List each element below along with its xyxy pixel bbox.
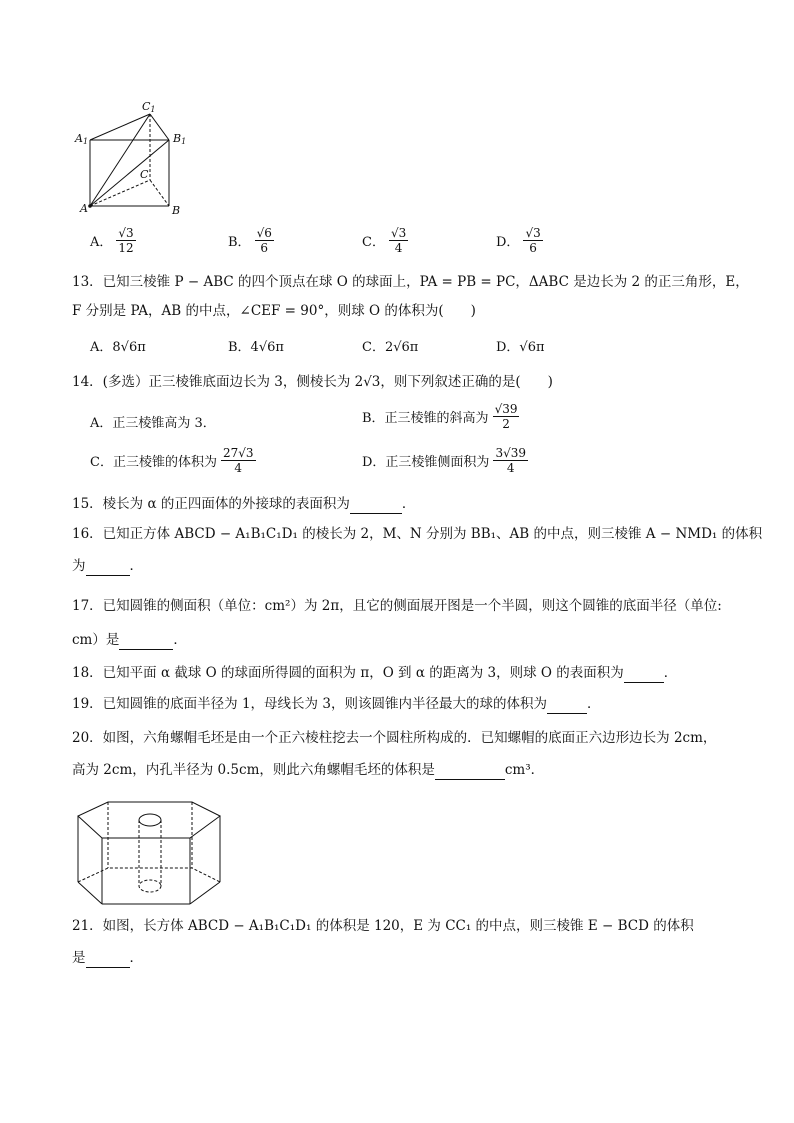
q20-answer-blank[interactable]	[435, 765, 505, 780]
q18-line: 18．已知平面 α 截球 O 的球面所得圆的面积为 π，O 到 α 的距离为 3，则球 O 的表面积为 ．	[72, 665, 678, 681]
q20-line1: 20．如图，六角螺帽毛坯是由一个正六棱柱挖去一个圆柱所构成的．已知螺帽的底面正六边形边长为 2cm，	[72, 730, 717, 746]
bottom-right-edge	[190, 882, 220, 904]
q15-answer-blank[interactable]	[350, 499, 402, 514]
q16-line2: 为 ．	[72, 558, 143, 574]
q17-answer-blank[interactable]	[119, 635, 173, 650]
bottom-left-edge	[78, 882, 102, 904]
label-A: A	[80, 202, 88, 215]
q17-line1: 17．已知圆锥的侧面积（单位：cm²）为 2π，且它的侧面展开图是一个半圆，则这个圆锥的底面半径（单位:	[72, 598, 722, 614]
q13-option-d[interactable]: D．√6π	[496, 340, 545, 355]
q12-options	[90, 226, 710, 262]
edge-C-B-hidden	[150, 180, 169, 206]
q15-line: 15．棱长为 α 的正四面体的外接球的表面积为 ．	[72, 496, 416, 512]
q14-option-c[interactable]: C．正三棱锥的体积为 $\frac{27√3}{4}$	[90, 446, 254, 475]
label-A1: A1	[75, 132, 89, 146]
q21-answer-blank[interactable]	[86, 953, 130, 968]
hex-nut-figure	[74, 798, 226, 906]
q16-answer-blank[interactable]	[86, 561, 130, 576]
q14-option-d[interactable]: D．正三棱锥侧面积为 $\frac{3√39}{4}$	[362, 446, 526, 475]
q13-line2: F 分别是 PA，AB 的中点，∠CEF = 90°，则球 O 的体积为( )	[72, 303, 476, 319]
q17-line2: cm）是 ．	[72, 632, 187, 648]
hex-top-face	[78, 802, 220, 838]
label-C1: C1	[142, 100, 156, 114]
label-C: C	[140, 168, 149, 181]
label-B: B	[172, 204, 181, 217]
q14-option-a[interactable]: A．正三棱锥高为 3．	[90, 416, 216, 431]
q13-line1: 13．已知三棱锥 P − ABC 的四个顶点在球 O 的球面上，PA = PB = PC，ΔABC 是边长为 2 的正三角形，E，	[72, 274, 749, 290]
q21-line2: 是 ．	[72, 950, 143, 966]
prism-figure	[72, 98, 192, 218]
hole-top-ellipse	[139, 814, 161, 826]
q21-line1: 21．如图，长方体 ABCD − A₁B₁C₁D₁ 的体积是 120，E 为 CC₁ 的中点，则三棱锥 E − BCD 的体积	[72, 918, 694, 934]
q14-option-b[interactable]: B．正三棱锥的斜高为 $\frac{√39}{2}$	[362, 402, 518, 431]
q12-option-c[interactable]: C． $\frac{√3}{4}$	[362, 226, 407, 255]
q16-line1: 16．已知正方体 ABCD − A₁B₁C₁D₁ 的棱长为 2，M、N 分别为 BB₁、AB 的中点，则三棱锥 A − NMD₁ 的体积	[72, 526, 763, 542]
q18-answer-blank[interactable]	[624, 668, 664, 683]
edge-A-C1	[90, 114, 150, 206]
q14-options-row1	[90, 402, 710, 442]
q19-answer-blank[interactable]	[547, 699, 587, 714]
q20-line2: 高为 2cm，内孔半径为 0.5cm，则此六角螺帽毛坯的体积是 cm³．	[72, 762, 545, 778]
label-B1: B1	[173, 132, 187, 146]
q12-option-a[interactable]: A． $\frac{√3}{12}$	[90, 226, 134, 255]
q13-options	[90, 336, 710, 356]
edge-A-B1	[90, 140, 169, 206]
q19-line: 19．已知圆锥的底面半径为 1，母线长为 3，则该圆锥内半径最大的球的体积为 ．	[72, 696, 601, 712]
q12-option-d[interactable]: D． $\frac{√3}{6}$	[496, 226, 541, 255]
q13-option-b[interactable]: B．4√6π	[228, 340, 284, 355]
hex-bottom-hidden	[78, 868, 220, 882]
q13-option-a[interactable]: A．8√6π	[90, 340, 146, 355]
edge-C1-B1	[150, 114, 169, 140]
q14-options-row2	[90, 446, 710, 486]
q13-option-c[interactable]: C．2√6π	[362, 340, 419, 355]
hole-bottom-hidden	[139, 880, 161, 892]
q12-option-b[interactable]: B． $\frac{√6}{6}$	[228, 226, 272, 255]
q14-line1: 14．(多选）正三棱锥底面边长为 3，侧棱长为 2√3，则下列叙述正确的是( )	[72, 374, 553, 390]
